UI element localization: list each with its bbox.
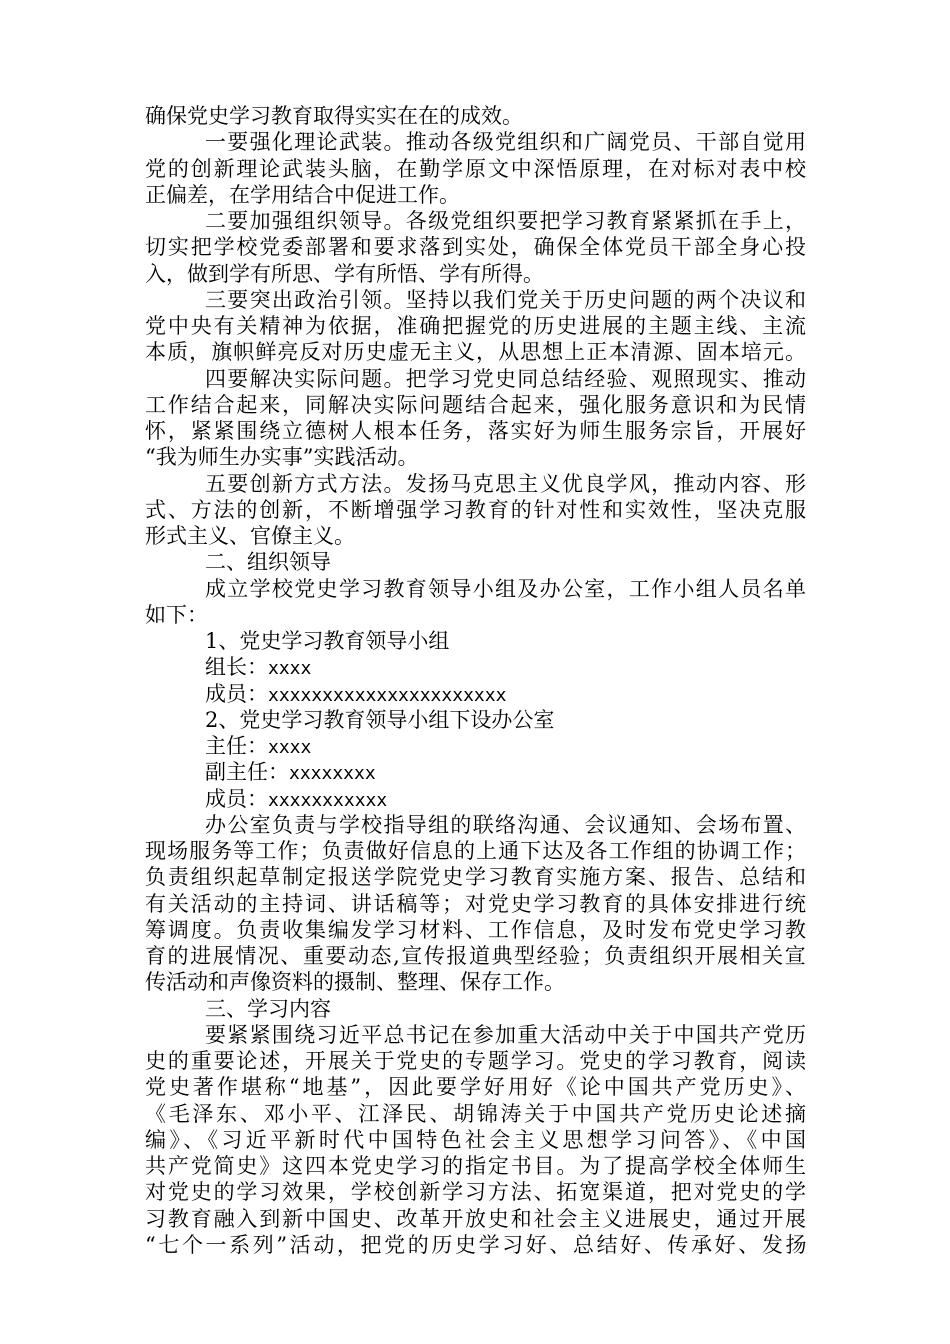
text-line: 传活动和声像资料的摄制、整理、保存工作。 — [145, 970, 565, 995]
text-line: 确保党史学习教育取得实实在在的成效。 — [145, 104, 523, 128]
text-line: 式、方法的创新，不断增强学习教育的针对性和实效性，坚决克服 — [145, 497, 808, 522]
text-line: 党的创新理论武装头脑，在勤学原文中深悟原理，在对标对表中校 — [145, 156, 808, 181]
text-line: “七个一系列”活动，把党的历史学习好、总结好、传承好、发扬 — [145, 1232, 810, 1257]
text-line: 正偏差，在学用结合中促进工作。 — [145, 182, 460, 207]
text-line: 二要加强组织领导。各级党组织要把学习教育紧紧抓在手上， — [205, 209, 808, 233]
text-line: 2、党史学习教育领导小组下设办公室 — [205, 707, 555, 732]
text-line: 怀，紧紧围绕立德树人根本任务，落实好为师生服务宗旨，开展好 — [145, 419, 808, 443]
field-value: xxxx — [268, 658, 312, 680]
text-line: 编》、《习近平新时代中国特色社会主义思想学习问答》、《中国 — [145, 1127, 810, 1152]
text-line: 三、学习内容 — [205, 996, 331, 1021]
text-line: 党史著作堪称“地基”，因此要学好用好《论中国共产党历史》、 — [145, 1075, 809, 1100]
text-line: 育的进展情况、重要动态,宣传报道典型经验；负责组织开展相关宣 — [145, 944, 808, 968]
text-line: 成立学校党史学习教育领导小组及办公室，工作小组人员名单 — [205, 576, 808, 601]
text-line: 要紧紧围绕习近平总书记在参加重大活动中关于中国共产党历 — [205, 1022, 808, 1047]
text-line: 工作结合起来，同解决实际问题结合起来，强化服务意识和为民情 — [145, 392, 808, 417]
field-label: 成员： — [205, 786, 268, 811]
text-line: 本质，旗帜鲜亮反对历史虚无主义，从思想上正本清源、固本培元。 — [145, 340, 808, 365]
field-label: 主任： — [205, 734, 268, 758]
text-line: 办公室负责与学校指导组的联络沟通、会议通知、会场布置、 — [205, 812, 808, 837]
field-label: 成员： — [205, 681, 268, 706]
text-line: 负责组织起草制定报送学院党史学习教育实施方案、报告、总结和 — [145, 865, 808, 890]
field-value: xxxxxxxxxxx — [268, 789, 388, 811]
field-value: xxxx — [268, 737, 312, 758]
field-value: xxxxxxxxxxxxxxxxxxxxxx — [268, 684, 507, 706]
field-value: xxxxxxxx — [289, 763, 376, 785]
text-line: 切实把学校党委部署和要求落到实处，确保全体党员干部全身心投 — [145, 235, 808, 260]
text-line: 对党史的学习效果，学校创新学习方法、拓宽渠道，把对党史的学 — [145, 1180, 808, 1205]
text-line: 共产党简史》这四本党史学习的指定书目。为了提高学校全体师生 — [145, 1154, 808, 1178]
field-label: 副主任： — [205, 760, 289, 785]
text-line: 五要创新方式方法。发扬马克思主义优良学风，推动内容、形 — [205, 471, 808, 496]
text-line: 筹调度。负责收集编发学习材料、工作信息，及时发布党史学习教 — [145, 917, 808, 942]
text-line: 1、党史学习教育领导小组 — [205, 629, 450, 653]
text-line: 党中央有关精神为依据，准确把握党的历史进展的主题主线、主流 — [145, 314, 808, 338]
text-line: 一要强化理论武装。推动各级党组织和广阔党员、干部自觉用 — [205, 130, 808, 155]
text-line: 如下： — [145, 602, 208, 627]
text-line: 史的重要论述，开展关于党史的专题学习。党史的学习教育，阅读 — [145, 1049, 808, 1073]
text-line: 三要突出政治引领。坚持以我们党关于历史问题的两个决议和 — [205, 287, 808, 312]
text-line: 习教育融入到新中国史、改革开放史和社会主义进展史，通过开展 — [145, 1206, 808, 1231]
text-line: “我为师生办实事”实践活动。 — [145, 445, 419, 470]
field-label: 组长： — [205, 655, 268, 680]
text-line: 四要解决实际问题。把学习党史同总结经验、观照现实、推动 — [205, 366, 808, 391]
text-line: 有关活动的主持词、讲话稿等；对党史学习教育的具体安排进行统 — [145, 891, 808, 916]
text-line: 二、组织领导 — [205, 550, 331, 575]
text-line: 现场服务等工作；负责做好信息的上通下达及各工作组的协调工作； — [145, 839, 808, 863]
text-line: 形式主义、官僚主义。 — [145, 524, 355, 548]
text-line: 《毛泽东、邓小平、江泽民、胡锦涛关于中国共产党历史论述摘 — [145, 1101, 809, 1126]
text-line: 入，做到学有所思、学有所悟、学有所得。 — [145, 261, 544, 286]
